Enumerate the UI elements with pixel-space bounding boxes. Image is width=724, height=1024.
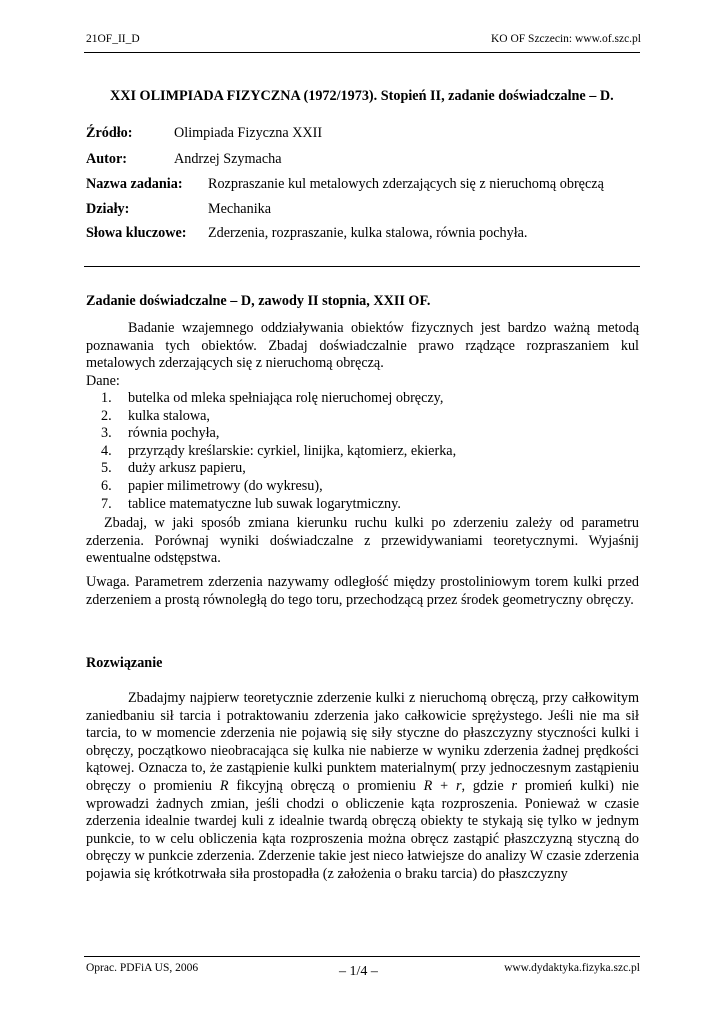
meta-value: Zderzenia, rozpraszanie, kulka stalowa, równia pochyła.: [208, 225, 528, 241]
task-question: Zbadaj, w jaki sposób zmiana kierunku ruchu kulki po zderzeniu zależy od parametru zderzenia. Porównaj wyniki doświadczalne z przewidywaniami teoretycznymi. Wyjaśnij ewentualne odstępstwa.: [86, 515, 639, 567]
footer-divider: [84, 956, 640, 957]
meta-value: Mechanika: [208, 201, 272, 217]
meta-row-keywords: [86, 225, 528, 242]
meta-row-author: [86, 151, 282, 168]
header-right: KO OF Szczecin: www.of.szc.pl: [491, 33, 641, 45]
solution-heading: Rozwiązanie: [86, 655, 163, 671]
document-page: 21OF_II_D KO OF Szczecin: www.of.szc.pl XXI OLIMPIADA FIZYCZNA (1972/1973). Stopień II, zadanie doświadczalne – D. Źródło: Olimpiada Fizyczna XXII Autor: Andrzej Szymacha Nazwa zadania: Rozpraszanie kul metalowych zderzających się z nieruchomą obręczą Działy: Mechanika Słowa kluczowe: Zderzenia, rozpraszanie, kulka stalowa, równia pochyła. Zadanie doświadczalne – D, zawody II stopnia, XXII OF. Badanie wzajemnego oddziaływania obiektów fizycznych jest bardzo ważną metodą poznawania tych obiektów. Zbadaj doświadczalnie prawo rządzące rozpraszaniem kul metalowych zderzających się z nieruchomą obręczą. Dane: 1. butelka od mleka spełniająca rolę nieruchomej obręczy, 2. kulka stalowa, 3. równia pochyła, 4. przyrządy kreślarskie: cyrkiel, linijka, kątomierz, ekierka, 5. duży arkusz papieru, 6. papier milimetrowy (do wykresu), 7. tablice matematyczne lub suwak logarytmiczny. Zbadaj, w jaki sposób zmiana kierunku ruchu kulki po zderzeniu zależy od parametru zderzenia. Porównaj wyniki doświadczalne z przewidywaniami teoretycznymi. Wyjaśnij ewentualne odstępstwa. Uwaga. Parametrem zderzenia nazywamy odległość między prostoliniowym torem kulki przed zderzeniem a prostą równoległą do tego toru, przechodzącą przez środek geometryczny obręczy. Rozwiązanie Zbadajmy najpierw teoretycznie zderzenie kulki z nieruchomą obręczą, przy całkowitym zaniedbaniu sił tarcia i potraktowaniu zderzenia jako całkowicie sprężystego. Jeśli nie ma sił tarcia, to w momencie zderzenia nie pojawią się siły styczne do płaszczyzny styczności kulki i obręczy, początkowo nieobracająca się kulka nie nabierze w wyniku zderzenia żadnej prędkości kątowej. Oznacza to, że zastąpienie kulki punktem materialnym( przy jednoczesnym zastąpieniu obręczy o promieniu R fikcyjną obręczą o promieniu R + r, gdzie r promień kulki) nie wprowadzi żadnych zmian, jeśli chodzi o obliczenie kąta rozproszenia. Ponieważ w czasie zderzenia idealnie twardej kuli z idealnie twardą obręczą obiekty te stykają się tylko w jednym punkcie, to w celu obliczenia kąta rozproszenia można obręcz zastąpić płaszczyzną styczną do obręczy w punkcie zderzenia. Zderzenie takie jest nieco łatwiejsze do analizy W czasie zderzenia pojawia się krótkotrwała siła prostopadła (z założenia o braku tarcia) do płaszczyzny Oprac. PDFiA US, 2006 – 1/4 – www.dydaktyka.fizyka.szc.pl: [86, 33, 641, 979]
meta-key: Słowa kluczowe:: [86, 225, 187, 241]
header-divider: [84, 52, 640, 53]
page-number: – 1/4 –: [339, 964, 378, 979]
meta-value: Andrzej Szymacha: [174, 151, 282, 167]
solution-paragraph: Zbadajmy najpierw teoretycznie zderzenie kulki z nieruchomą obręczą, przy całkowitym zaniedbaniu sił tarcia i potraktowaniu zderzenia jako całkowicie sprężystego. Jeśli nie ma sił tarcia, to w momencie zderzenia nie pojawią się siły styczne do płaszczyzny styczności kulki i obręczy, początkowo nieobracająca się kulka nie nabierze w wyniku zderzenia żadnej prędkości kątowej. Oznacza to, że zastąpienie kulki punktem materialnym( przy jednoczesnym zastąpieniu obręczy o promieniu R fikcyjną obręczą o promieniu R + r, gdzie r promień kulki) nie wprowadzi żadnych zmian, jeśli chodzi o obliczenie kąta rozproszenia. Ponieważ w czasie zderzenia idealnie twardej kuli z idealnie twardą obręczą obiekty te stykają się tylko w jednym punkcie, to w celu obliczenia kąta rozproszenia można obręcz zastąpić płaszczyzną styczną do obręczy w punkcie zderzenia. Zderzenie takie jest nieco łatwiejsze do analizy W czasie zderzenia pojawia się krótkotrwała siła prostopadła (z założenia o braku tarcia) do płaszczyzny: [86, 690, 639, 882]
meta-key: Źródło:: [86, 125, 133, 141]
footer-left: Oprac. PDFiA US, 2006: [86, 962, 199, 974]
given-label: Dane:: [86, 373, 120, 389]
task-note: Uwaga. Parametrem zderzenia nazywamy odległość między prostoliniowym torem kulki przed zderzeniem a prostą równoległą do tego toru, przechodzącą przez środek geometryczny obręczy.: [86, 574, 639, 608]
meta-value: Olimpiada Fizyczna XXII: [174, 125, 323, 141]
header-left: 21OF_II_D: [86, 33, 140, 45]
meta-key: Działy:: [86, 201, 130, 217]
task-heading: Zadanie doświadczalne – D, zawody II stopnia, XXII OF.: [86, 293, 431, 309]
meta-row-task-name: [86, 176, 604, 193]
meta-key: Autor:: [86, 151, 127, 167]
meta-key: Nazwa zadania:: [86, 176, 183, 192]
document-title: XXI OLIMPIADA FIZYCZNA (1972/1973). Stopień II, zadanie doświadczalne – D.: [110, 88, 614, 104]
meta-value: Rozpraszanie kul metalowych zderzających się z nieruchomą obręczą: [208, 176, 604, 192]
task-intro: Badanie wzajemnego oddziaływania obiektów fizycznych jest bardzo ważną metodą poznawania tych obiektów. Zbadaj doświadczalnie prawo rządzące rozpraszaniem kul metalowych zderzających się z nieruchomą obręczą.: [86, 320, 639, 372]
section-divider: [84, 266, 640, 267]
footer-right: www.dydaktyka.fizyka.szc.pl: [504, 962, 640, 974]
meta-row-source: [86, 125, 323, 142]
meta-row-sections: [86, 201, 272, 218]
